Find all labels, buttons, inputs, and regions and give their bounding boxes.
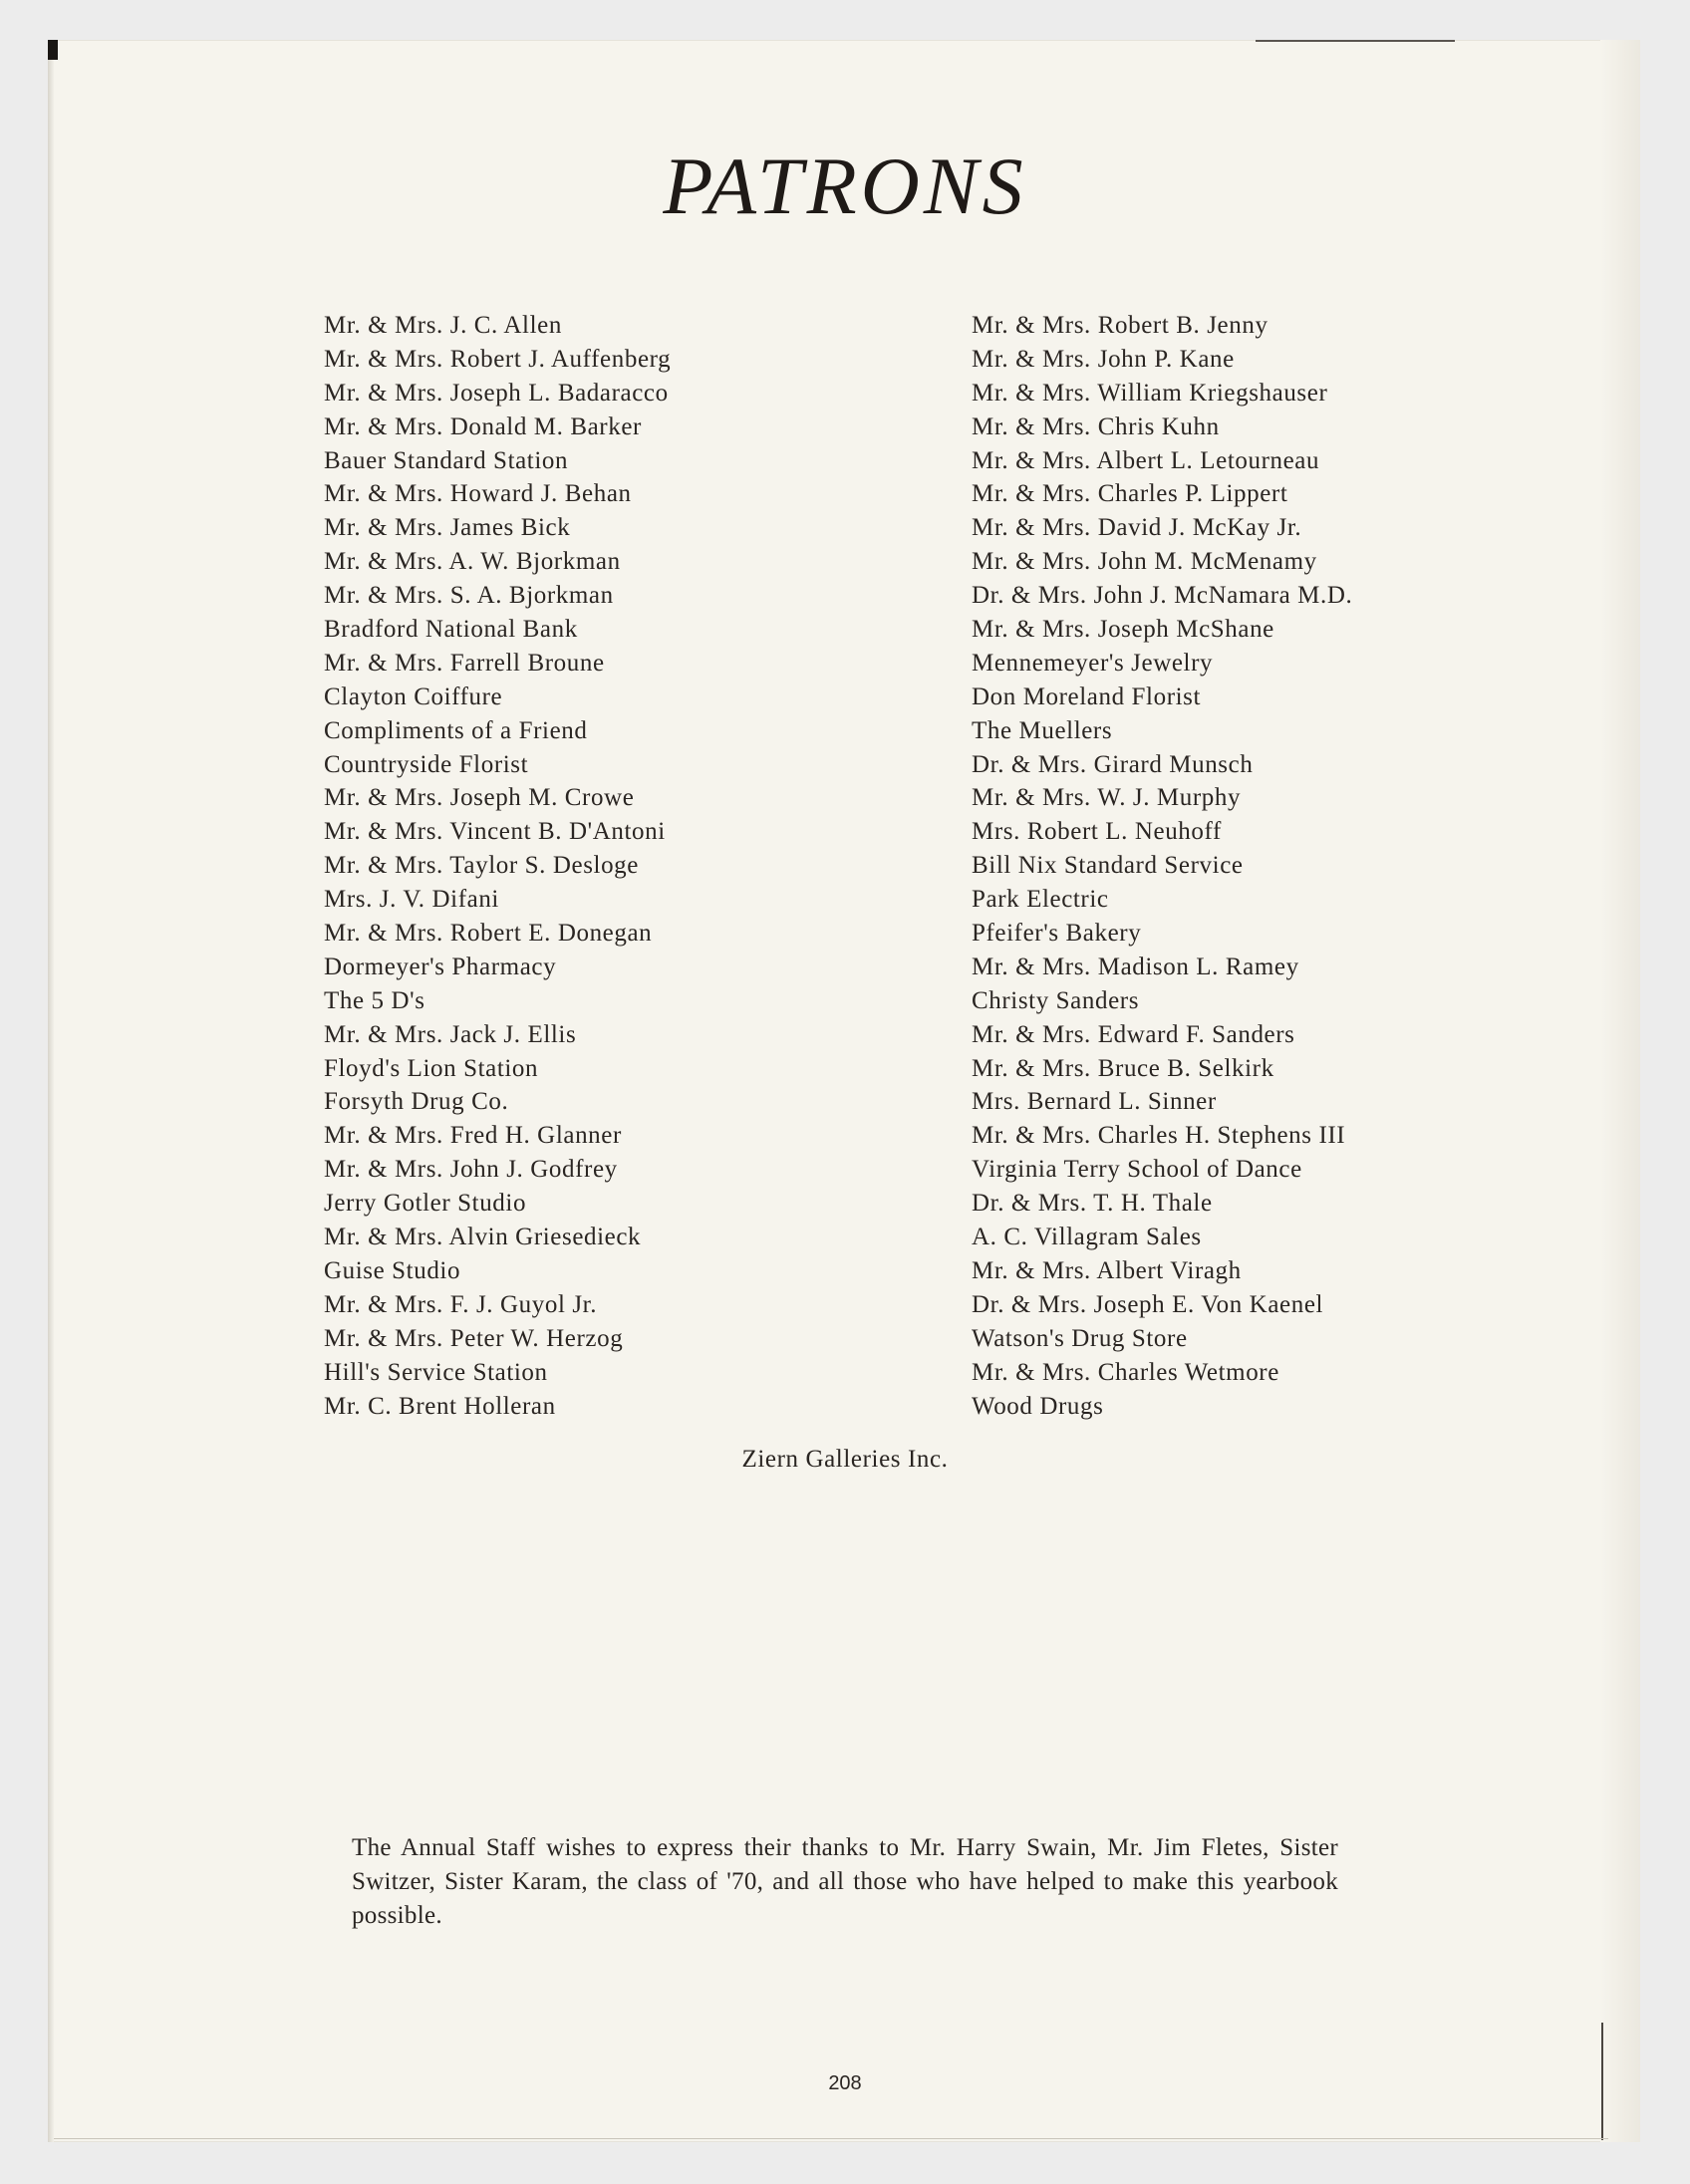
patron-entry: Mr. & Mrs. Bruce B. Selkirk [972, 1054, 1274, 1082]
binding-edge [48, 40, 54, 2142]
patron-entry: Mr. & Mrs. J. C. Allen [324, 312, 562, 339]
yearbook-page [50, 40, 1640, 2142]
patron-entry: Mr. & Mrs. Jack J. Ellis [324, 1020, 577, 1048]
patron-entry: Mr. & Mrs. Fred H. Glanner [324, 1122, 622, 1150]
patron-entry: Dr. & Mrs. John J. McNamara M.D. [972, 582, 1353, 610]
patron-entry: Mr. & Mrs. Donald M. Barker [324, 412, 642, 440]
patron-entry: Mennemeyer's Jewelry [972, 649, 1214, 677]
patron-entry: Don Moreland Florist [972, 682, 1202, 710]
patron-list-left [324, 309, 671, 1423]
patron-entry: Bill Nix Standard Service [972, 852, 1244, 880]
patron-entry: Countryside Florist [324, 750, 529, 778]
patron-entry: Mr. & Mrs. John J. Godfrey [324, 1156, 618, 1184]
patron-entry: Guise Studio [324, 1256, 461, 1284]
patron-entry: Mr. & Mrs. Edward F. Sanders [972, 1020, 1295, 1048]
patron-entry: Compliments of a Friend [324, 716, 588, 744]
patron-entry: Mr. & Mrs. John P. Kane [972, 345, 1235, 373]
patron-entry: Mr. & Mrs. John M. McMenamy [972, 548, 1317, 576]
patron-entry: Hill's Service Station [324, 1358, 548, 1386]
patron-entry: Mrs. Robert L. Neuhoff [972, 818, 1222, 846]
patron-entry: Mr. & Mrs. William Kriegshauser [972, 379, 1328, 407]
patron-entry: Dr. & Mrs. Joseph E. Von Kaenel [972, 1290, 1324, 1318]
patron-entry: Christy Sanders [972, 986, 1140, 1014]
patron-entry: Bradford National Bank [324, 616, 578, 644]
patron-entry: Mr. & Mrs. W. J. Murphy [972, 784, 1242, 812]
patron-entry: Pfeifer's Bakery [972, 920, 1142, 948]
patron-entry: Mr. & Mrs. Farrell Broune [324, 649, 605, 677]
patron-entry: Mr. & Mrs. S. A. Bjorkman [324, 582, 614, 610]
patron-entry: Mr. & Mrs. Madison L. Ramey [972, 953, 1299, 980]
patron-entry: A. C. Villagram Sales [972, 1224, 1202, 1251]
patron-entry: Mr. & Mrs. Taylor S. Desloge [324, 852, 639, 880]
patron-entry: Clayton Coiffure [324, 682, 503, 710]
patron-entry: Mrs. Bernard L. Sinner [972, 1088, 1217, 1116]
patron-entry: Watson's Drug Store [972, 1324, 1188, 1352]
patron-entry: Mr. & Mrs. Albert Viragh [972, 1256, 1242, 1284]
patron-list-right [972, 309, 1352, 1423]
bottom-edge [54, 2138, 1608, 2139]
page-edge-shadow [1600, 40, 1640, 2142]
patron-entry: Mr. & Mrs. A. W. Bjorkman [324, 548, 621, 576]
patron-entry: Mr. & Mrs. Charles H. Stephens III [972, 1122, 1346, 1150]
patron-entry: Mr. & Mrs. Robert J. Auffenberg [324, 345, 672, 373]
patron-entry: Bauer Standard Station [324, 446, 569, 474]
patron-entry: Mr. & Mrs. Charles Wetmore [972, 1358, 1279, 1386]
patron-entry: Mr. & Mrs. Robert E. Donegan [324, 920, 653, 948]
patron-entry: Wood Drugs [972, 1392, 1104, 1420]
page-title: PATRONS [663, 140, 1027, 231]
patron-entry: The 5 D's [324, 986, 425, 1014]
top-edge-mark [1256, 40, 1455, 42]
patron-entry: Mr. & Mrs. Charles P. Lippert [972, 480, 1288, 508]
patron-entry: Mr. & Mrs. F. J. Guyol Jr. [324, 1290, 598, 1318]
center-patron: Ziern Galleries Inc. [741, 1446, 949, 1473]
patron-entry: Mr. & Mrs. Alvin Griesedieck [324, 1224, 642, 1251]
patron-entry: Mr. & Mrs. Peter W. Herzog [324, 1324, 624, 1352]
patron-entry: Mrs. J. V. Difani [324, 886, 499, 914]
patron-entry: Dormeyer's Pharmacy [324, 953, 557, 980]
patron-entry: Mr. & Mrs. Robert B. Jenny [972, 312, 1268, 339]
patron-entry: Mr. & Mrs. Howard J. Behan [324, 480, 632, 508]
patron-entry: Floyd's Lion Station [324, 1054, 539, 1082]
patron-entry: Mr. & Mrs. Albert L. Letourneau [972, 446, 1320, 474]
patron-entry: Dr. & Mrs. Girard Munsch [972, 750, 1254, 778]
patron-entry: Mr. & Mrs. Joseph L. Badaracco [324, 379, 669, 407]
thanks-note: The Annual Staff wishes to express their thanks to Mr. Harry Swain, Mr. Jim Fletes, Sister Switzer, Sister Karam, the class of '70, and all those who have helped to make this yearbook possible. [352, 1834, 1338, 1929]
patron-entry: Virginia Terry School of Dance [972, 1156, 1302, 1184]
patron-entry: Mr. & Mrs. Joseph M. Crowe [324, 784, 635, 812]
patron-entry: The Muellers [972, 716, 1113, 744]
patron-entry: Mr. & Mrs. Vincent B. D'Antoni [324, 818, 666, 846]
patron-entry: Dr. & Mrs. T. H. Thale [972, 1190, 1213, 1218]
patron-entry: Mr. & Mrs. Joseph McShane [972, 616, 1274, 644]
page-number: 208 [828, 2072, 862, 2094]
patron-entry: Mr. C. Brent Holleran [324, 1392, 556, 1420]
patron-entry: Forsyth Drug Co. [324, 1088, 509, 1116]
patron-entry: Mr. & Mrs. James Bick [324, 514, 571, 542]
patron-entry: Park Electric [972, 886, 1109, 914]
patron-entry: Jerry Gotler Studio [324, 1190, 527, 1218]
patron-entry: Mr. & Mrs. Chris Kuhn [972, 412, 1220, 440]
patron-entry: Mr. & Mrs. David J. McKay Jr. [972, 514, 1302, 542]
corner-mark [48, 40, 58, 60]
